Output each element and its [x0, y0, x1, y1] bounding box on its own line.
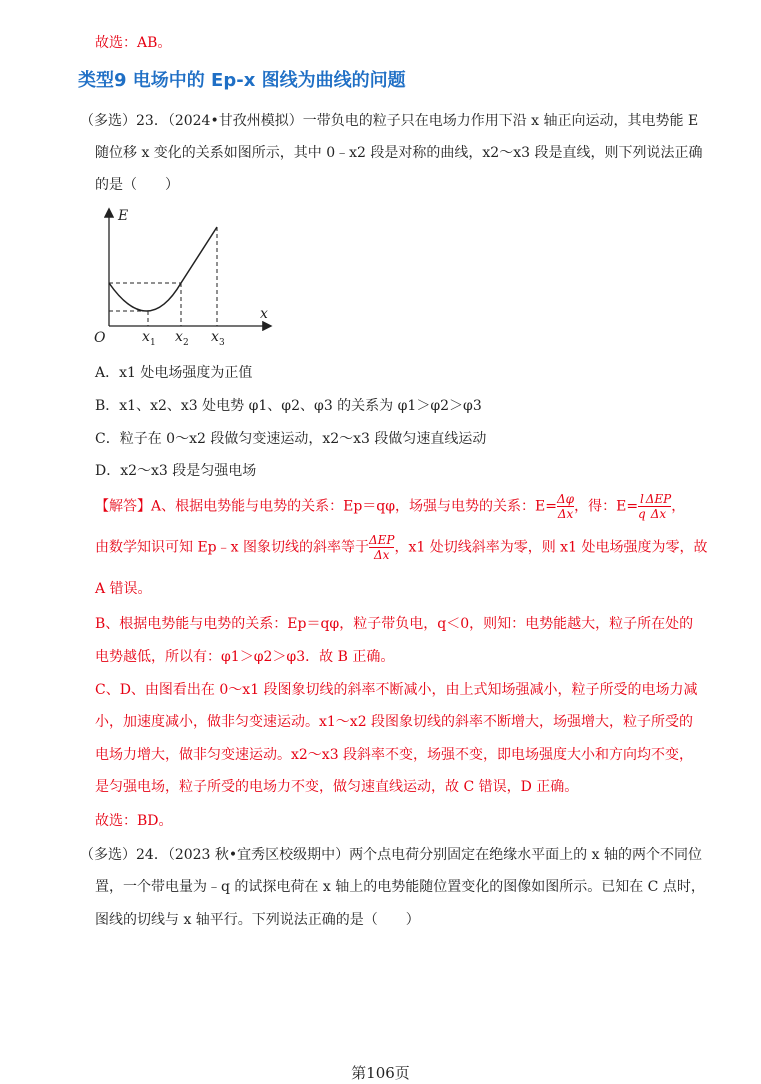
q24-line: 图线的切线与 x 轴平行。下列说法正确的是（ ） — [95, 912, 420, 928]
fraction: ΔEP Δx — [368, 533, 395, 562]
x1-label: x — [142, 329, 150, 345]
solution-line-2: 由数学知识可知 Ep﹣x 图象切线的斜率等于 ΔEP Δx ，x1 处切线斜率为零，则 x1 处电场强度为零，故 — [95, 533, 708, 562]
q24-line: 置，一个带电量为﹣q 的试探电荷在 x 轴上的电势能随位置变化的图像如图所示。已知在 C 点时， — [95, 879, 705, 895]
y-label: E — [118, 208, 129, 224]
guide-lines — [109, 227, 217, 326]
option-d: D．x2～x3 段是匀强电场 — [95, 463, 257, 479]
origin-label: O — [94, 330, 106, 346]
x3-sub: 3 — [219, 338, 225, 348]
fraction: $\frac{\Delta\varphi}{\Delta x}$ — [557, 492, 575, 521]
x1-sub: 1 — [150, 338, 156, 348]
solution-line-1: 【解答】A、根据电势能与电势的关系：Ep＝qφ，场强与电势的关系：E= $\frac{\Delta\varphi}{\Delta x}$ ，得：E= $\frac{l}{q}$ ΔEP Δx ， — [95, 492, 686, 521]
option-b: B．x1、x2、x3 处电势 φ1、φ2、φ3 的关系为 φ1＞φ2＞φ3 — [95, 398, 482, 414]
solution-line: 小，加速度减小，做非匀变速运动。x1～x2 段图象切线的斜率不断增大，场强增大，粒子所受的 — [95, 714, 694, 730]
page-number: 第106页 — [351, 1064, 410, 1082]
x2-label: x — [175, 329, 183, 345]
previous-answer: 故选：AB。 — [95, 35, 172, 51]
fraction: ΔEP Δx — [645, 492, 672, 521]
solution-line: B、根据电势能与电势的关系：Ep＝qφ，粒子带负电，q＜0，则知：电势能越大，粒子所在处的 — [95, 616, 694, 632]
x2-sub: 2 — [183, 338, 189, 348]
solution-line: 是匀强电场，粒子所受的电场力不变，做匀速直线运动，故 C 错误，D 正确。 — [95, 779, 579, 795]
x3-label: x — [211, 329, 219, 345]
fraction: $\frac{l}{q}$ — [638, 492, 646, 521]
solution-line: C、D、由图看出在 0～x1 段图象切线的斜率不断减小，由上式知场强减小，粒子所受的电场力减 — [95, 682, 698, 698]
q24-line: （多选）24．（2023 秋•宜秀区校级期中）两个点电荷分别固定在绝缘水平面上的 x 轴的两个不同位 — [80, 847, 702, 863]
solution-text: 【解答】A、根据电势能与电势的关系：Ep＝qφ，场强与电势的关系：E= — [95, 498, 558, 515]
option-c: C．粒子在 0～x2 段做匀变速运动，x2～x3 段做匀速直线运动 — [95, 431, 487, 447]
solution-line: 电势越低，所以有：φ1＞φ2＞φ3．故 B 正确。 — [95, 649, 395, 665]
option-a: A．x1 处电场强度为正值 — [95, 365, 253, 381]
solution-line: A 错误。 — [95, 581, 152, 597]
final-answer: 故选：BD。 — [95, 813, 173, 829]
q23-line: （多选）23．（2024•甘孜州模拟）一带负电的粒子只在电场力作用下沿 x 轴正向运动，其电势能 E — [80, 113, 699, 129]
solution-line: 电场力增大，做非匀变速运动。x2～x3 段斜率不变，场强不变，即电场强度大小和方向均不变， — [95, 747, 694, 763]
q23-line: 随位移 x 变化的关系如图所示，其中 0﹣x2 段是对称的曲线，x2～x3 段是直线，则下列说法正确 — [95, 145, 703, 161]
solution-text: ，得：E= — [574, 498, 639, 515]
section-title: 类型9 电场中的 Ep-x 图线为曲线的问题 — [78, 70, 406, 91]
q23-line: 的是（ ） — [95, 177, 179, 193]
energy-curve — [109, 227, 217, 311]
ep-x-graph — [90, 200, 290, 350]
x-label: x — [260, 306, 268, 322]
